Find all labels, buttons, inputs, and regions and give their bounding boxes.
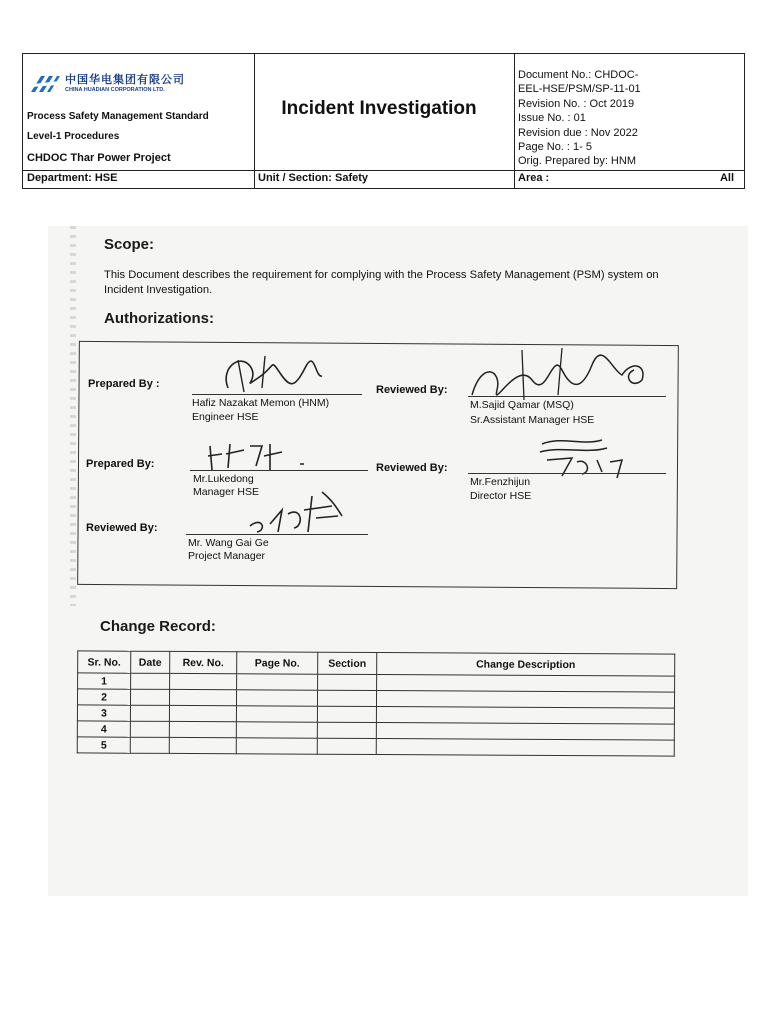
- signer-role: Director HSE: [470, 490, 532, 502]
- document-meta: [518, 68, 641, 169]
- row-number: 1: [78, 673, 131, 689]
- huadian-logo-icon: [29, 74, 61, 94]
- column-header: Rev. No.: [170, 651, 237, 673]
- reviewed-by-label: Reviewed By:: [376, 462, 448, 474]
- signature-wang-gai-ge: [242, 486, 362, 538]
- row-number: 5: [77, 737, 130, 753]
- column-header: Page No.: [237, 652, 318, 674]
- signer-name: Mr. Wang Gai Ge: [188, 537, 269, 549]
- project-name: CHDOC Thar Power Project: [27, 152, 171, 164]
- meta-line: Page No. : 1- 5: [518, 141, 592, 154]
- company-logo: [29, 74, 185, 94]
- prepared-by-label: Prepared By:: [86, 458, 155, 470]
- signer-role: Sr.Assistant Manager HSE: [470, 414, 595, 426]
- unit-section-field: Unit / Section: Safety: [258, 172, 369, 184]
- row-number: 4: [77, 721, 130, 737]
- change-record-table: [77, 650, 676, 756]
- signer-name: Mr.Lukedong: [193, 473, 254, 485]
- signer-role: Manager HSE: [193, 486, 259, 498]
- row-number: 3: [77, 705, 130, 721]
- signer-name: M.Sajid Qamar (MSQ): [470, 399, 574, 411]
- meta-line: Issue No. : 01: [518, 112, 586, 125]
- department-field: Department: HSE: [27, 172, 118, 184]
- table-row: [77, 737, 674, 756]
- procedure-level: Level-1 Procedures: [27, 131, 120, 142]
- column-header: Sr. No.: [78, 651, 131, 673]
- area-value: All: [719, 172, 734, 184]
- signer-name: Mr.Fenzhijun: [470, 476, 531, 488]
- area-label: Area :: [518, 172, 550, 184]
- meta-line: Revision No. : Oct 2019: [518, 97, 635, 110]
- reviewed-by-label: Reviewed By:: [376, 384, 448, 396]
- authorizations-heading: Authorizations:: [104, 310, 214, 327]
- column-header: Section: [318, 652, 377, 674]
- signer-role: Project Manager: [188, 550, 266, 562]
- scope-heading: Scope:: [104, 236, 155, 253]
- document-title: Incident Investigation: [281, 98, 477, 119]
- signer-role: Engineer HSE: [192, 411, 259, 423]
- table-header-row: [78, 651, 675, 676]
- reviewed-by-label: Reviewed By:: [86, 522, 158, 534]
- prepared-by-label: Prepared By :: [88, 378, 160, 390]
- column-header: Date: [131, 651, 170, 673]
- logo-english-text: CHINA HUADIAN CORPORATION LTD.: [65, 86, 165, 93]
- meta-line: Document No.: CHDOC-: [518, 69, 639, 81]
- logo-chinese-text: 中国华电集团有限公司: [65, 73, 185, 86]
- document-header: [22, 53, 745, 189]
- column-header: Change Description: [377, 653, 675, 677]
- meta-line: Revision due : Nov 2022: [518, 126, 638, 139]
- signature-hnm: [210, 348, 330, 398]
- standard-name: Process Safety Management Standard: [27, 111, 209, 122]
- change-record-heading: Change Record:: [100, 618, 216, 635]
- scope-text: This Document describes the requirement for complying with the Process Safety Management (PSM) system on Incident Investigation.: [104, 269, 659, 296]
- meta-line: EEL-HSE/PSM/SP-11-01: [518, 83, 641, 96]
- row-number: 2: [77, 689, 130, 705]
- signer-name: Hafiz Nazakat Memon (HNM): [192, 397, 330, 409]
- meta-line: Orig. Prepared by: HNM: [518, 155, 636, 168]
